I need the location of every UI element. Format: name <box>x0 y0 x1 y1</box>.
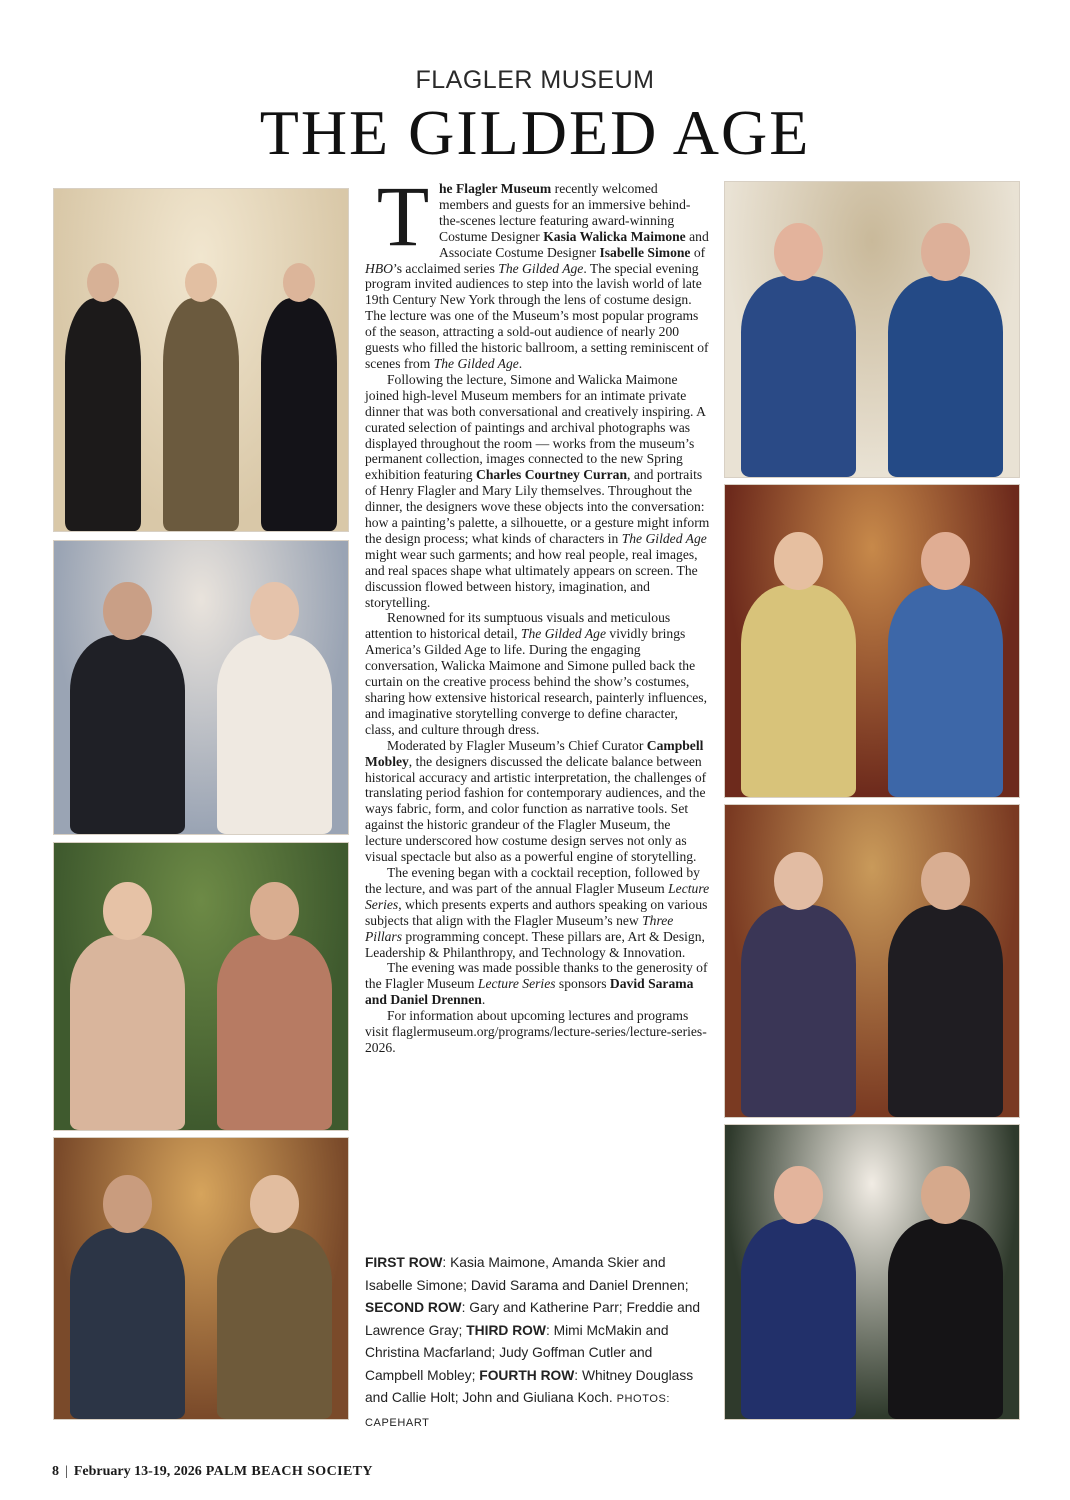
photo-john-giuliana-koch <box>724 1124 1020 1420</box>
person-head <box>774 1166 822 1224</box>
text-run: The Gilded Age <box>520 626 606 642</box>
text-run: , the designers discussed the delicate balance between historical accuracy and artistic interpretation, the challenges of translating period fashion for contemporary audiences, and the ways fabric, form, and color function as narrative tools. Set against the historic grandeur of the Flagler Museum, the lecture underscored how costume design serves not only as visual spectacle but also as a powerful engine of storytelling. <box>365 753 707 865</box>
issue-date: February 13-19, 2026 <box>73 1464 202 1479</box>
text-run: HBO <box>365 260 393 276</box>
person-head <box>921 1166 969 1224</box>
text-run: SECOND ROW <box>365 1300 462 1315</box>
text-run: , which presents experts and authors speaking on various subjects that align with the Flagler Museum’s new <box>365 896 708 928</box>
text-run: Three Pillars <box>365 912 674 944</box>
article-paragraph <box>365 610 710 737</box>
article-paragraph <box>365 738 710 865</box>
text-run: David Sarama and Daniel Drennen <box>365 976 694 1008</box>
text-run: : Whitney Douglass and Callie Holt; John and Giuliana Koch. <box>365 1367 694 1405</box>
photo-whitney-douglass-callie-holt <box>53 1137 349 1420</box>
photo-gary-katherine-parr <box>53 540 349 835</box>
photo-maimone-skier-simone <box>53 188 349 532</box>
text-run: , and portraits of Henry Flagler and Mary Lily themselves. Throughout the dinner, the designers wove these objects into the conversation: how a painting’s palette, a silhouette, or a gesture might inform the design process; what kinds of characters in <box>365 467 710 546</box>
text-run: Isabelle Simone <box>599 244 691 260</box>
photo-david-sarama-daniel-drennen <box>724 181 1020 478</box>
text-run: The evening was made possible thanks to the generosity of the Flagler Museum <box>365 960 708 992</box>
page-number: 8 <box>52 1464 59 1479</box>
person-head <box>250 882 298 940</box>
text-run: : Kasia Maimone, Amanda Skier and Isabelle Simone; David Sarama and Daniel Drennen; <box>365 1255 689 1293</box>
text-run: : Mimi McMakin and Christina Macfarland; Judy Goffman Cutler and Campbell Mobley; <box>365 1322 669 1383</box>
section-kicker: FLAGLER MUSEUM <box>415 66 655 94</box>
text-run: FIRST ROW <box>365 1255 443 1270</box>
article-paragraph <box>365 960 710 1008</box>
text-run: Moderated by Flagler Museum’s Chief Curator <box>387 737 647 753</box>
text-run: The evening began with a cocktail reception, followed by the lecture, and was part of the annual Flagler Museum <box>365 864 700 896</box>
person-figure <box>741 585 856 797</box>
article-paragraph <box>365 865 710 960</box>
text-run: recently welcomed members and guests for an immersive behind-the-scenes lecture featuring award-winning Costume Designer <box>439 181 691 244</box>
text-run: : Gary and Katherine Parr; Freddie and Lawrence Gray; <box>365 1300 701 1338</box>
text-run: . <box>481 992 486 1008</box>
text-run: Kasia Walicka Maimone <box>543 228 686 244</box>
text-run: might wear such garments; and how real people, real images, and real spaces shape what ultimately appears on screen. The discussion flowed between history, imagination, and storytelling. <box>365 546 698 610</box>
text-run: . <box>518 355 523 371</box>
article-paragraph <box>365 372 710 611</box>
text-run: Following the lecture, Simone and Walicka Maimone joined high-level Museum members for an intimate private dinner that was both conversational and creatively inspiring. A curated selection of paintings and archival photographs was displayed throughout the room — works from the museum’s permanent collection, images connected to the new Spring exhibition featuring <box>365 371 706 483</box>
text-run: The Gilded Age <box>498 260 584 276</box>
text-run: of <box>690 244 706 260</box>
person-figure <box>163 298 239 531</box>
person-head <box>921 532 969 590</box>
person-head <box>774 532 822 590</box>
person-figure <box>888 276 1003 477</box>
footer-separator: | <box>65 1464 68 1479</box>
publication-name: PALM BEACH SOCIETY <box>205 1464 373 1479</box>
text-run: . The special evening program invited audiences to step into the lavish world of late 19th Century New York through the lens of costume design. The lecture was one of the Museum’s most popular programs of the season, attracting a sold-out audience of nearly 200 guests who filled the historic ballroom, a setting reminiscent of scenes from <box>365 260 709 371</box>
text-run: The Gilded Age <box>433 355 519 371</box>
person-figure <box>217 935 332 1130</box>
page-footer <box>52 1464 652 1480</box>
text-run: vividly brings America’s Gilded Age to life. During the engaging conversation, Walicka Maimone and Simone pulled back the curtain on the creative process behind the show’s costumes, sharing how extensive historical research, painterly influences, and imaginative storytelling converge to define character, class, and culture through dress. <box>365 626 707 737</box>
person-head <box>921 223 969 281</box>
text-run: Lecture Series <box>477 976 556 992</box>
person-figure <box>70 935 185 1130</box>
text-run: and Associate Costume Designer <box>439 228 709 260</box>
person-head <box>250 582 298 640</box>
person-head <box>87 263 119 302</box>
article-paragraph <box>365 1008 710 1056</box>
text-run: Charles Courtney Curran <box>476 467 628 483</box>
person-figure <box>217 1228 332 1419</box>
photo-judy-goffman-cutler-campbell-mobley <box>724 804 1020 1118</box>
text-run: Lecture Series <box>365 880 710 912</box>
person-head <box>774 852 822 910</box>
person-figure <box>888 905 1003 1117</box>
text-run: Renowned for its sumptuous visuals and meticulous attention to historical detail, <box>365 610 671 642</box>
person-head <box>921 852 969 910</box>
drop-cap: T <box>376 168 430 264</box>
text-run: THIRD ROW <box>466 1322 546 1338</box>
person-figure <box>70 635 185 834</box>
person-head <box>103 1175 151 1233</box>
text-run: Campbell Mobley <box>365 737 704 769</box>
person-head <box>103 582 151 640</box>
photo-caption <box>365 1252 710 1434</box>
person-figure <box>261 298 337 531</box>
article-body <box>365 168 710 1056</box>
person-figure <box>741 905 856 1117</box>
photo-freddie-lawrence-gray <box>724 484 1020 798</box>
person-figure <box>741 276 856 477</box>
person-head <box>250 1175 298 1233</box>
text-run: FOURTH ROW <box>479 1367 575 1383</box>
person-figure <box>65 298 141 531</box>
person-figure <box>888 585 1003 797</box>
person-figure <box>70 1228 185 1419</box>
text-run: programming concept. These pillars are, Art & Design, Leadership & Philanthropy, and Technology & Innovation. <box>365 928 705 960</box>
person-figure <box>888 1219 1003 1419</box>
text-run: For information about upcoming lectures and programs visit flaglermuseum.org/programs/lecture-series/lecture-series-2026. <box>365 1008 707 1055</box>
person-head <box>103 882 151 940</box>
person-figure <box>217 635 332 834</box>
person-figure <box>741 1219 856 1419</box>
text-run: ’s acclaimed series <box>392 260 499 276</box>
person-head <box>774 223 822 281</box>
article-paragraph <box>365 168 710 372</box>
person-head <box>283 263 315 302</box>
person-head <box>185 263 217 302</box>
text-run: he Flagler Museum <box>439 181 552 196</box>
headline: THE GILDED AGE <box>259 97 811 168</box>
text-run: PHOTOS: CAPEHART <box>365 1393 671 1429</box>
text-run: sponsors <box>555 976 610 992</box>
photo-mimi-mcmakin-christina-macfarland <box>53 842 349 1131</box>
text-run: The Gilded Age <box>621 530 707 546</box>
